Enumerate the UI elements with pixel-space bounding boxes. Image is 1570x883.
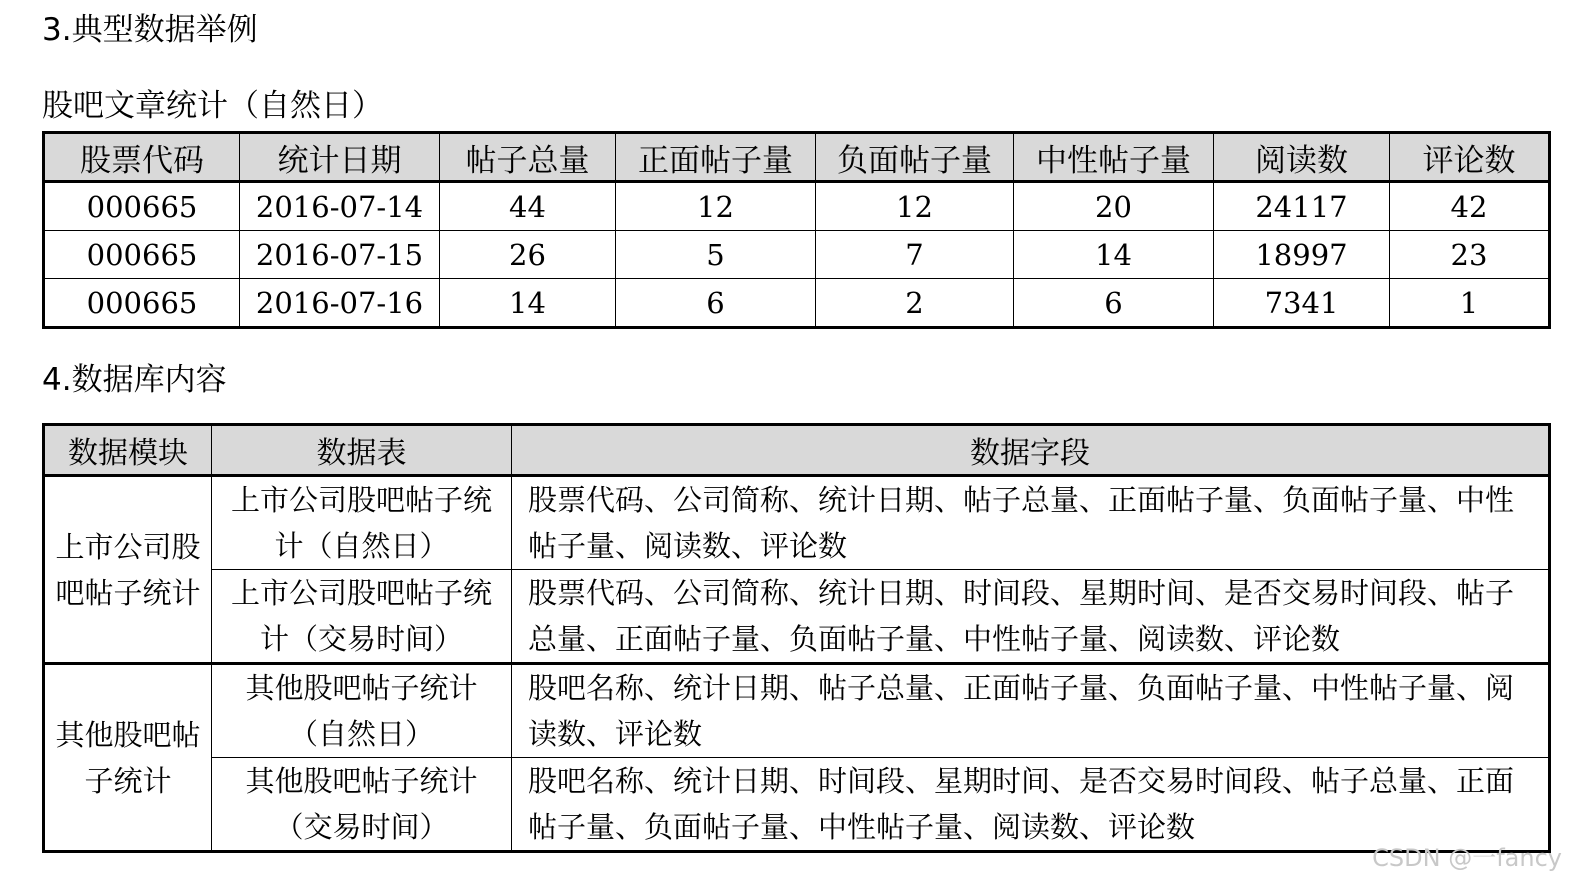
column-header: 数据表 (212, 425, 512, 476)
fields-cell: 股吧名称、统计日期、帖子总量、正面帖子量、负面帖子量、中性帖子量、阅读数、评论数 (512, 664, 1550, 758)
table-cell: 24117 (1214, 182, 1390, 231)
column-header: 数据字段 (512, 425, 1550, 476)
table-cell: 12 (616, 182, 816, 231)
table-cell: 6 (1014, 279, 1214, 328)
table-header-row (44, 425, 1550, 476)
table-cell: 2016-07-15 (240, 231, 440, 279)
table-cell: 6 (616, 279, 816, 328)
column-header: 股票代码 (44, 133, 240, 182)
module-cell: 上市公司股吧帖子统计 (44, 476, 212, 664)
table-cell: 7 (816, 231, 1014, 279)
module-cell: 其他股吧帖子统计 (44, 664, 212, 852)
table-cell: 12 (816, 182, 1014, 231)
column-header: 统计日期 (240, 133, 440, 182)
table-cell: 26 (440, 231, 616, 279)
table-cell: 000665 (44, 231, 240, 279)
column-header: 中性帖子量 (1014, 133, 1214, 182)
column-header: 评论数 (1390, 133, 1550, 182)
database-content-table (42, 423, 1551, 853)
table-cell: 20 (1014, 182, 1214, 231)
table-cell: 1 (1390, 279, 1550, 328)
table-cell: 5 (616, 231, 816, 279)
table-row (44, 758, 1550, 852)
table-name-cell: 上市公司股吧帖子统计（交易时间） (212, 570, 512, 664)
table-1-caption: 股吧文章统计（自然日） (42, 88, 383, 124)
table-cell: 44 (440, 182, 616, 231)
fields-cell: 股吧名称、统计日期、时间段、星期时间、是否交易时间段、帖子总量、正面帖子量、负面帖子量、中性帖子量、阅读数、评论数 (512, 758, 1550, 852)
column-header: 负面帖子量 (816, 133, 1014, 182)
column-header: 正面帖子量 (616, 133, 816, 182)
fields-cell: 股票代码、公司简称、统计日期、时间段、星期时间、是否交易时间段、帖子总量、正面帖子量、负面帖子量、中性帖子量、阅读数、评论数 (512, 570, 1550, 664)
table-cell: 7341 (1214, 279, 1390, 328)
column-header: 阅读数 (1214, 133, 1390, 182)
table-cell: 23 (1390, 231, 1550, 279)
table-name-cell: 上市公司股吧帖子统计（自然日） (212, 476, 512, 570)
table-row (44, 664, 1550, 758)
table-cell: 2016-07-14 (240, 182, 440, 231)
section-4-heading: 4.数据库内容 (42, 362, 227, 398)
table-cell: 000665 (44, 279, 240, 328)
table-name-cell: 其他股吧帖子统计（交易时间） (212, 758, 512, 852)
typical-data-table (42, 131, 1551, 329)
table-cell: 42 (1390, 182, 1550, 231)
table-header-row (44, 133, 1550, 182)
fields-cell: 股票代码、公司简称、统计日期、帖子总量、正面帖子量、负面帖子量、中性帖子量、阅读数、评论数 (512, 476, 1550, 570)
table-cell: 18997 (1214, 231, 1390, 279)
column-header: 帖子总量 (440, 133, 616, 182)
table-row (44, 182, 1550, 231)
table-cell: 14 (1014, 231, 1214, 279)
section-3-heading: 3.典型数据举例 (42, 12, 258, 48)
table-cell: 000665 (44, 182, 240, 231)
table-row (44, 231, 1550, 279)
csdn-watermark: CSDN @一fancy (1372, 844, 1562, 872)
table-cell: 14 (440, 279, 616, 328)
table-row (44, 476, 1550, 570)
table-cell: 2 (816, 279, 1014, 328)
table-row (44, 570, 1550, 664)
column-header: 数据模块 (44, 425, 212, 476)
table-cell: 2016-07-16 (240, 279, 440, 328)
table-row (44, 279, 1550, 328)
table-name-cell: 其他股吧帖子统计（自然日） (212, 664, 512, 758)
